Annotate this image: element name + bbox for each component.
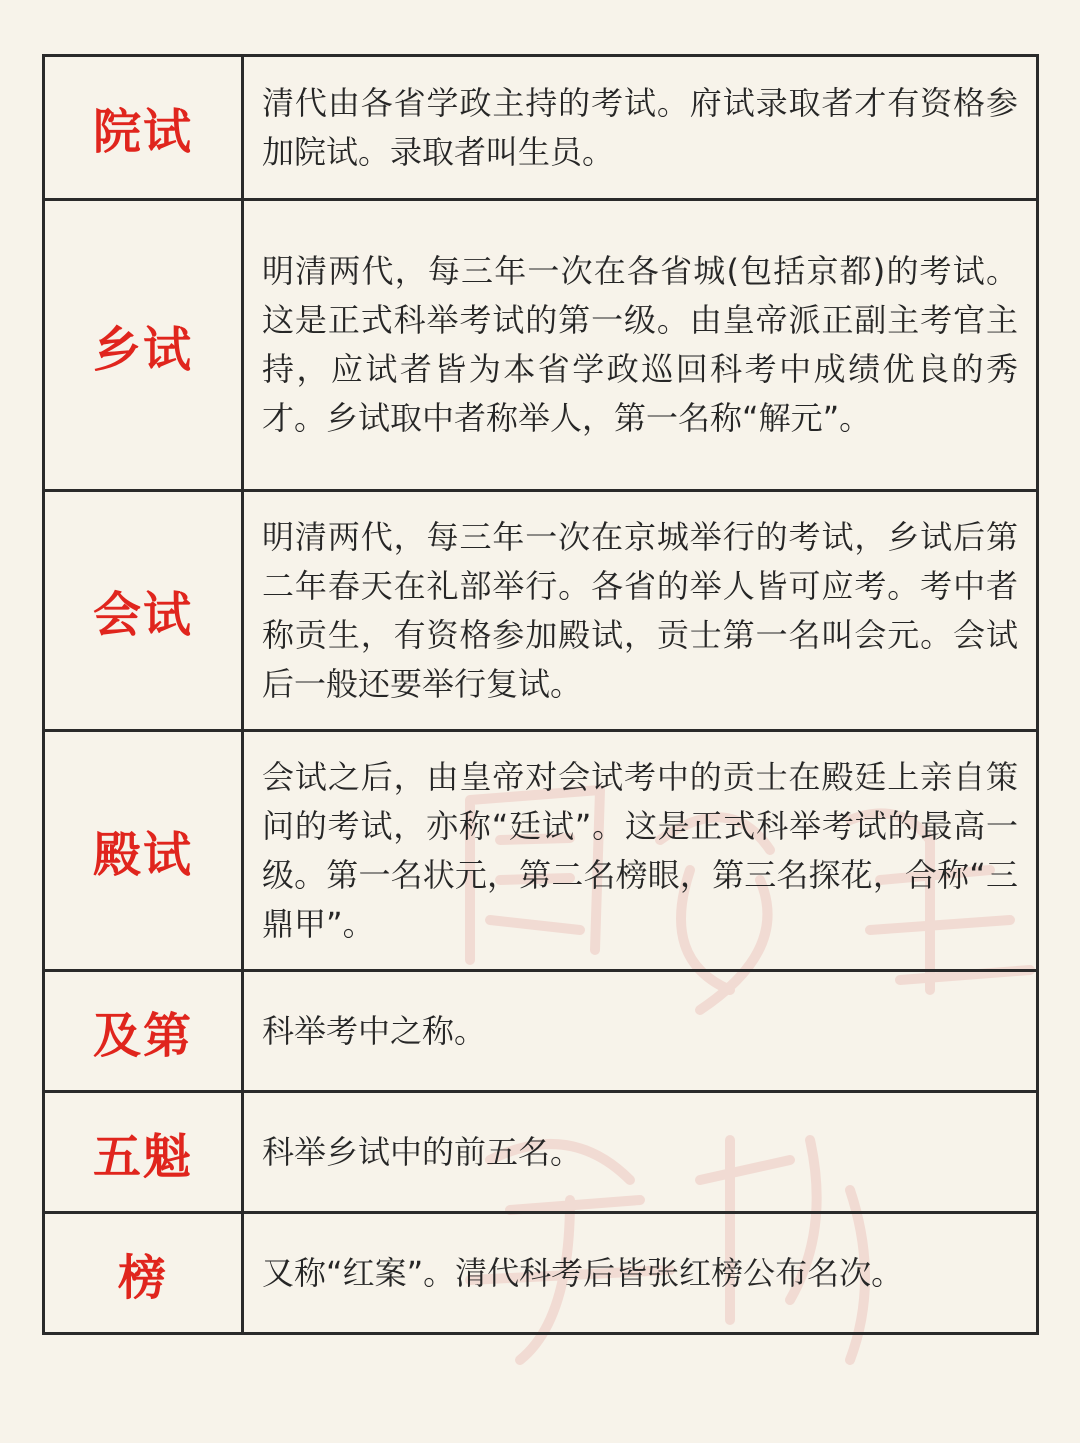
definition-text: 会试之后，由皇帝对会试考中的贡士在殿廷上亲自策问的考试，亦称“廷试”。这是正式科举考试的最高一级。第一名状元，第二名榜眼，第三名探花，合称“三鼎甲”。 [262, 757, 1018, 943]
term-cell [44, 971, 243, 1092]
definition-text: 科举乡试中的前五名。 [262, 1132, 583, 1171]
term-cell [44, 1092, 243, 1213]
term-label: 五魁 [92, 1128, 193, 1185]
definition-cell [243, 200, 1038, 491]
table-row [44, 1092, 1038, 1213]
definition-text: 明清两代，每三年一次在各省城(包括京都)的考试。这是正式科举考试的第一级。由皇帝派正副主考官主持，应试者皆为本省学政巡回科考中成绩优良的秀才。乡试取中者称举人，第一名称“解元”。 [262, 252, 1018, 437]
table-row [44, 971, 1038, 1092]
term-label: 乡试 [92, 321, 193, 378]
term-label: 榜 [117, 1249, 168, 1306]
definition-cell [243, 56, 1038, 200]
definition-cell [243, 971, 1038, 1092]
table-row [44, 731, 1038, 971]
definition-text: 科举考中之称。 [262, 1011, 487, 1050]
definition-cell [243, 1213, 1038, 1334]
table-row [44, 1213, 1038, 1334]
term-cell [44, 731, 243, 971]
term-cell [44, 56, 243, 200]
term-cell [44, 491, 243, 731]
term-cell [44, 200, 243, 491]
term-label: 会试 [92, 587, 193, 643]
definition-text: 明清两代，每三年一次在京城举行的考试，乡试后第二年春天在礼部举行。各省的举人皆可应考。考中者称贡生，有资格参加殿试，贡士第一名叫会元。会试后一般还要举行复试。 [262, 517, 1018, 703]
definition-text: 又称“红案”。清代科考后皆张红榜公布名次。 [262, 1253, 904, 1292]
table-row [44, 200, 1038, 491]
table-row [44, 491, 1038, 731]
term-label: 院试 [92, 104, 193, 160]
definition-cell [243, 491, 1038, 731]
term-table [42, 54, 1039, 1335]
term-label: 殿试 [92, 827, 193, 883]
table-row [44, 56, 1038, 200]
term-cell [44, 1213, 243, 1334]
definition-text: 清代由各省学政主持的考试。府试录取者才有资格参加院试。录取者叫生员。 [262, 83, 1018, 171]
definition-cell [243, 731, 1038, 971]
term-label: 及第 [92, 1007, 193, 1064]
definition-cell [243, 1092, 1038, 1213]
